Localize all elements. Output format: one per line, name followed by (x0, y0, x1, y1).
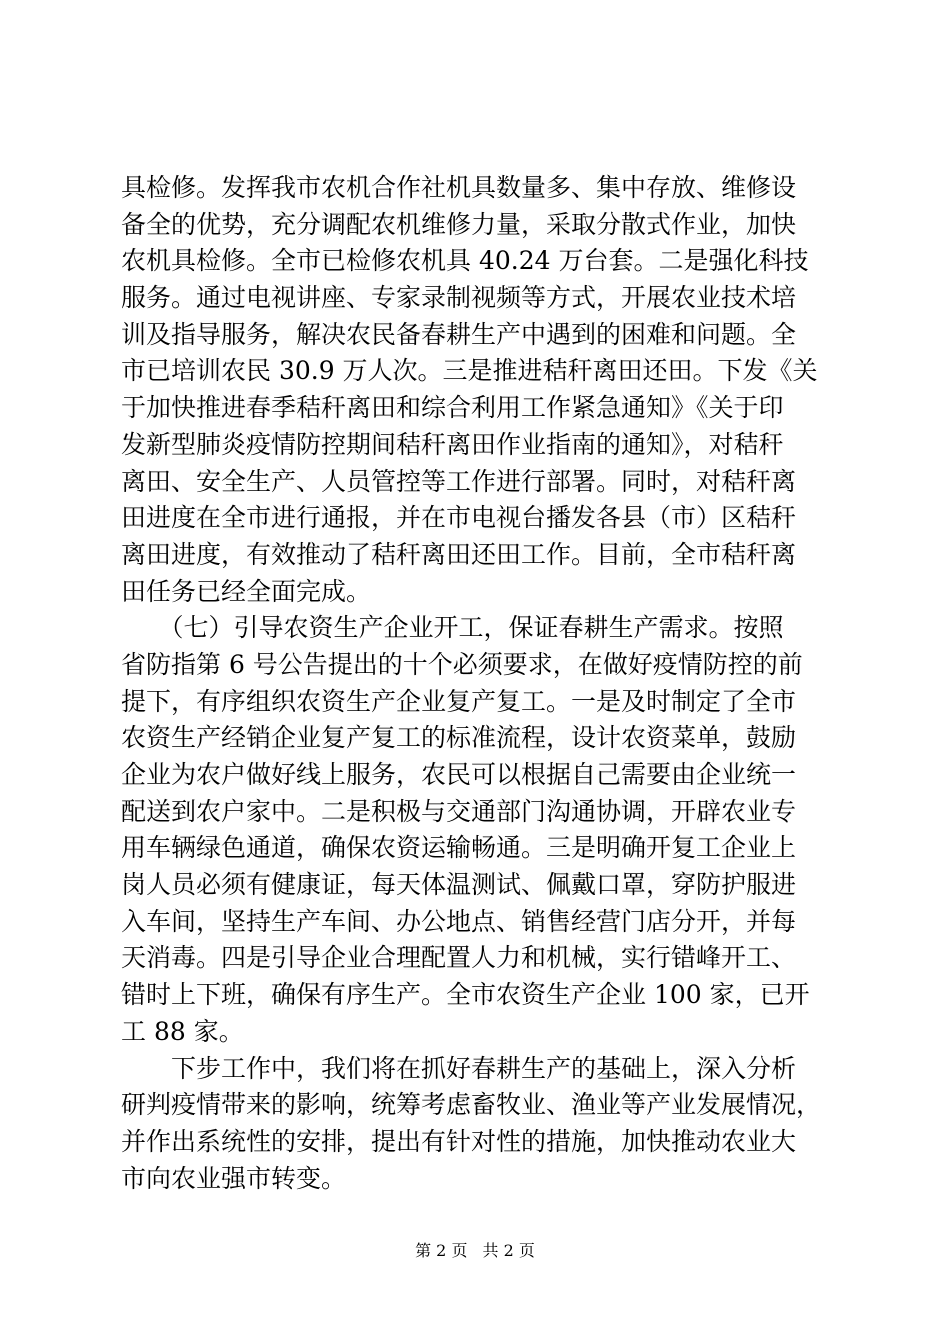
page-number: 第 2 页 (415, 1241, 468, 1260)
text-line: 市已培训农民 30.9 万人次。三是推进秸秆离田还田。下发《关 (121, 356, 818, 386)
text-line: 于加快推进春季秸秆离田和综合利用工作紧急通知》《关于印 (121, 393, 784, 423)
text-line: 提下，有序组织农资生产企业复产复工。一是及时制定了全市 (121, 686, 797, 716)
text-line: 工 88 家。 (121, 1016, 244, 1046)
page-total: 共 2 页 (482, 1241, 535, 1260)
text-line: 具检修。发挥我市农机合作社机具数量多、集中存放、维修设 (121, 173, 797, 202)
text-line: 备全的优势，充分调配农机维修力量，采取分散式作业，加快 (121, 209, 797, 239)
text-line: 田任务已经全面完成。 (121, 576, 372, 606)
text-line: 省防指第 6 号公告提出的十个必须要求，在做好疫情防控的前 (121, 649, 803, 679)
text-line: （七）引导农资生产企业开工，保证春耕生产需求。按照 (121, 613, 784, 643)
text-line: 市向农业强市转变。 (121, 1163, 347, 1193)
text-line: 天消毒。四是引导企业合理配置人力和机械，实行错峰开工、 (121, 943, 797, 973)
text-line: 田进度在全市进行通报，并在市电视台播发各县（市）区秸秆 (121, 503, 797, 533)
text-line: 农资生产经销企业复产复工的标准流程，设计农资菜单，鼓励 (121, 723, 797, 753)
text-line: 离田、安全生产、人员管控等工作进行部署。同时，对秸秆离 (121, 466, 797, 496)
text-line: 用车辆绿色通道，确保农资运输畅通。三是明确开复工企业上 (121, 833, 797, 863)
text-line: 服务。通过电视讲座、专家录制视频等方式，开展农业技术培 (121, 283, 797, 313)
text-line: 离田进度，有效推动了秸秆离田还田工作。目前，全市秸秆离 (121, 539, 797, 569)
text-line: 岗人员必须有健康证，每天体温测试、佩戴口罩，穿防护服进 (121, 870, 797, 900)
text-line: 训及指导服务，解决农民备春耕生产中遇到的困难和问题。全 (121, 319, 797, 349)
body-text (121, 170, 833, 1197)
text-line: 农机具检修。全市已检修农机具 40.24 万台套。二是强化科技 (121, 246, 809, 276)
text-line: 发新型肺炎疫情防控期间秸秆离田作业指南的通知》，对秸秆 (121, 429, 784, 459)
text-line: 并作出系统性的安排，提出有针对性的措施，加快推动农业大 (121, 1126, 797, 1156)
text-line: 研判疫情带来的影响，统筹考虑畜牧业、渔业等产业发展情况， (121, 1090, 822, 1120)
text-line: 错时上下班，确保有序生产。全市农资生产企业 100 家，已开 (121, 980, 810, 1010)
text-line: 企业为农户做好线上服务，农民可以根据自己需要由企业统一 (121, 760, 797, 789)
text-line: 入车间，坚持生产车间、办公地点、销售经营门店分开，并每 (121, 906, 797, 936)
text-line: 配送到农户家中。二是积极与交通部门沟通协调，开辟农业专 (121, 796, 797, 826)
page-footer (0, 1240, 950, 1262)
text-line: 下步工作中，我们将在抓好春耕生产的基础上，深入分析 (121, 1053, 797, 1083)
